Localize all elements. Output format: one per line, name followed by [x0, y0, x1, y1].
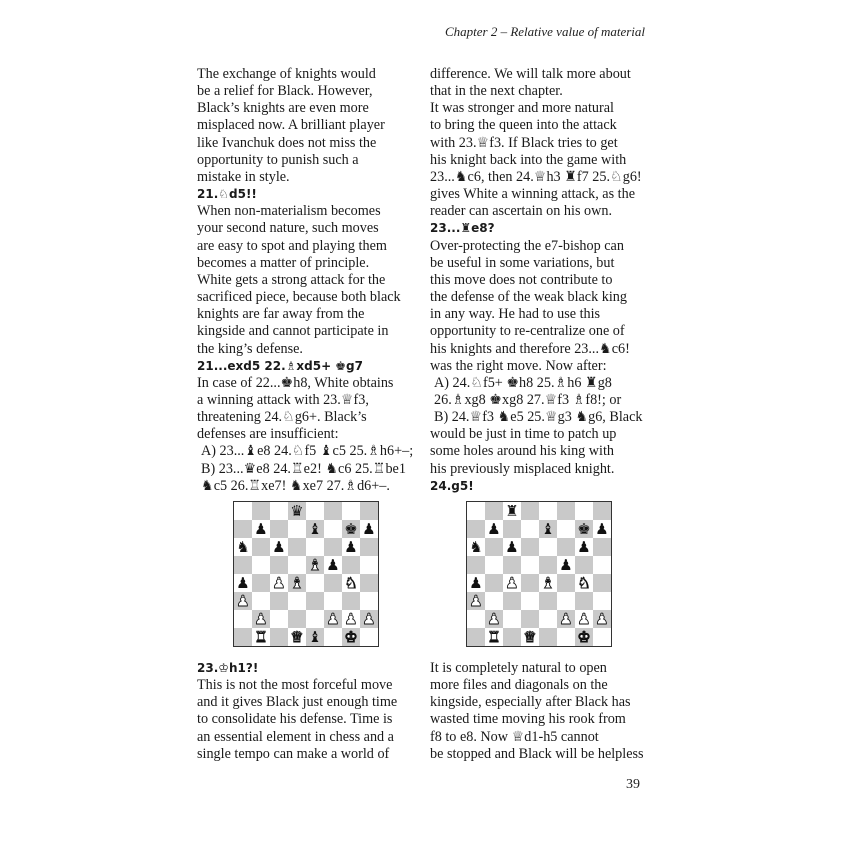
board-square [521, 610, 539, 628]
text-line: this move does not contribute to [430, 271, 613, 288]
black-pawn-icon: ♟ [557, 556, 575, 574]
board-square [342, 592, 360, 610]
text-line: reader can ascertain on his own. [430, 203, 612, 220]
board-square [252, 592, 270, 610]
text-line: kingside, especially after Black has [430, 694, 631, 711]
board-square [539, 628, 557, 646]
chess-diagram-right [466, 501, 612, 647]
right-column-continuation [430, 660, 645, 763]
board-square [521, 538, 539, 556]
black-pawn-icon: ♟ [593, 520, 611, 538]
black-pawn-icon: ♟ [360, 520, 378, 538]
board-square [539, 556, 557, 574]
board-square [593, 574, 611, 592]
board-square [557, 592, 575, 610]
variation-line: 26.♗xg8 ♚xg8 27.♕f3 ♗f8!; or [434, 391, 622, 408]
board-square [324, 520, 342, 538]
board-square [593, 628, 611, 646]
white-pawn-icon: ♟ [324, 610, 342, 628]
text-line: was the right move. Now after: [430, 357, 607, 374]
chess-diagram-left [233, 501, 379, 647]
board-square [360, 538, 378, 556]
white-pawn-icon: ♟ [252, 610, 270, 628]
white-pawn-icon: ♟ [575, 610, 593, 628]
board-square [593, 502, 611, 520]
board-square [503, 556, 521, 574]
text-line: misplaced now. A brilliant player [197, 117, 385, 134]
board-square [342, 556, 360, 574]
left-column-continuation [197, 660, 412, 763]
board-square [539, 610, 557, 628]
text-line: his knights and therefore 23...♞c6! [430, 340, 630, 357]
black-knight-icon: ♞ [234, 538, 252, 556]
board-square [467, 520, 485, 538]
board-square [521, 520, 539, 538]
white-pawn-icon: ♟ [270, 574, 288, 592]
board-square [557, 502, 575, 520]
black-rook-icon: ♜ [503, 502, 521, 520]
black-king-icon: ♚ [575, 520, 593, 538]
board-square [485, 538, 503, 556]
board-square [306, 610, 324, 628]
variation-line: A) 24.♘f5+ ♚h8 25.♗h6 ♜g8 [434, 374, 612, 391]
board-square [539, 592, 557, 610]
move-notation: 21.♘d5!! [197, 187, 257, 202]
board-square [521, 592, 539, 610]
text-line: defenses are insufficient: [197, 426, 339, 443]
text-line: and it gives Black just enough time [197, 694, 398, 711]
black-king-icon: ♚ [342, 520, 360, 538]
left-column-text [197, 66, 412, 495]
variation-line: B) 23...♛e8 24.♖e2! ♞c6 25.♖be1 [201, 460, 406, 477]
board-square [503, 520, 521, 538]
text-line: Black’s knights are even more [197, 100, 369, 117]
text-line: In case of 22...♚h8, White obtains [197, 374, 394, 391]
board-square [557, 520, 575, 538]
black-bishop-icon: ♝ [539, 520, 557, 538]
text-line: a winning attack with 23.♕f3, [197, 391, 369, 408]
text-line: be useful in some variations, but [430, 254, 615, 271]
board-square [252, 502, 270, 520]
text-line: Over-protecting the e7-bishop can [430, 237, 624, 254]
board-square [306, 574, 324, 592]
board-square [360, 556, 378, 574]
board-square [485, 592, 503, 610]
board-square [557, 574, 575, 592]
board-square [324, 628, 342, 646]
board-square [252, 538, 270, 556]
text-line: threatening 24.♘g6+. Black’s [197, 409, 367, 426]
black-pawn-icon: ♟ [467, 574, 485, 592]
black-bishop-icon: ♝ [306, 628, 324, 646]
black-pawn-icon: ♟ [270, 538, 288, 556]
black-pawn-icon: ♟ [485, 520, 503, 538]
white-pawn-icon: ♟ [342, 610, 360, 628]
text-line: opportunity to punish such a [197, 151, 359, 168]
board-square [575, 556, 593, 574]
board-square [306, 502, 324, 520]
text-line: be stopped and Black will be helpless [430, 745, 644, 762]
running-header: Chapter 2 – Relative value of material [444, 24, 645, 39]
board-square [288, 556, 306, 574]
board-square [234, 610, 252, 628]
text-line: f8 to e8. Now ♕d1-h5 cannot [430, 728, 599, 745]
board-square [521, 556, 539, 574]
board-square [324, 502, 342, 520]
board-square [306, 538, 324, 556]
page-number: 39 [626, 777, 640, 792]
board-square [252, 574, 270, 592]
white-knight-icon: ♞ [575, 574, 593, 592]
board-square [575, 592, 593, 610]
board-square [593, 592, 611, 610]
board-square [557, 628, 575, 646]
board-square [539, 502, 557, 520]
white-queen-icon: ♛ [521, 628, 539, 646]
text-line: more files and diagonals on the [430, 677, 608, 694]
text-line: It was stronger and more natural [430, 100, 614, 117]
text-line: your second nature, such moves [197, 220, 379, 237]
move-notation: 24.g5! [430, 478, 474, 493]
board-square [360, 628, 378, 646]
white-bishop-icon: ♝ [539, 574, 557, 592]
text-line: with 23.♕f3. If Black tries to get [430, 134, 618, 151]
text-line: to consolidate his defense. Time is [197, 711, 393, 728]
white-bishop-icon: ♝ [306, 556, 324, 574]
text-line: difference. We will talk more about [430, 66, 631, 82]
white-knight-icon: ♞ [342, 574, 360, 592]
text-line: 23...♞c6, then 24.♕h3 ♜f7 25.♘g6! [430, 168, 642, 185]
black-pawn-icon: ♟ [342, 538, 360, 556]
text-line: gives White a winning attack, as the [430, 186, 636, 203]
text-line: It is completely natural to open [430, 660, 607, 676]
white-queen-icon: ♛ [288, 628, 306, 646]
white-bishop-icon: ♝ [288, 574, 306, 592]
board-square [593, 556, 611, 574]
board-square [503, 592, 521, 610]
black-pawn-icon: ♟ [234, 574, 252, 592]
board-square [360, 592, 378, 610]
text-line: knights are far away from the [197, 306, 365, 323]
text-line: the defense of the weak black king [430, 289, 627, 306]
white-rook-icon: ♜ [252, 628, 270, 646]
text-line: The exchange of knights would [197, 66, 376, 82]
board-square [467, 502, 485, 520]
white-pawn-icon: ♟ [503, 574, 521, 592]
white-pawn-icon: ♟ [557, 610, 575, 628]
board-square [360, 574, 378, 592]
board-square [467, 556, 485, 574]
text-line: becomes a matter of principle. [197, 254, 370, 271]
text-line: This is not the most forceful move [197, 677, 393, 694]
white-king-icon: ♚ [342, 628, 360, 646]
board-square [288, 610, 306, 628]
text-line: are easy to spot and playing them [197, 237, 387, 254]
text-line: When non-materialism becomes [197, 203, 381, 220]
board-square [324, 574, 342, 592]
board-square [575, 502, 593, 520]
board-square [324, 538, 342, 556]
white-rook-icon: ♜ [485, 628, 503, 646]
move-notation: 21...exd5 22.♗xd5+ ♚g7 [197, 358, 363, 373]
text-line: to bring the queen into the attack [430, 117, 617, 134]
white-pawn-icon: ♟ [360, 610, 378, 628]
text-line: single tempo can make a world of [197, 745, 390, 762]
board-square [270, 502, 288, 520]
board-square [288, 538, 306, 556]
white-pawn-icon: ♟ [467, 592, 485, 610]
move-notation: 23.♔h1?! [197, 661, 259, 675]
white-pawn-icon: ♟ [593, 610, 611, 628]
black-pawn-icon: ♟ [252, 520, 270, 538]
board-square [360, 502, 378, 520]
board-square [593, 538, 611, 556]
board-square [342, 502, 360, 520]
board-square [288, 592, 306, 610]
white-king-icon: ♚ [575, 628, 593, 646]
text-line: that in the next chapter. [430, 83, 563, 100]
black-knight-icon: ♞ [467, 538, 485, 556]
text-line: be a relief for Black. However, [197, 83, 373, 100]
board-square [252, 556, 270, 574]
board-square [270, 556, 288, 574]
black-pawn-icon: ♟ [324, 556, 342, 574]
text-line: mistake in style. [197, 168, 290, 185]
variation-line: B) 24.♕f3 ♞e5 25.♕g3 ♞g6, Black [434, 409, 643, 426]
board-square [234, 520, 252, 538]
text-line: some holes around his king with [430, 443, 615, 460]
black-bishop-icon: ♝ [306, 520, 324, 538]
board-square [270, 592, 288, 610]
text-line: like Ivanchuk does not miss the [197, 134, 377, 151]
right-column-text [430, 66, 645, 495]
variation-line: A) 23...♝e8 24.♘f5 ♝c5 25.♗h6+–; [201, 443, 414, 460]
board-square [521, 502, 539, 520]
board-square [234, 628, 252, 646]
text-line: White gets a strong attack for the [197, 271, 386, 288]
board-square [503, 610, 521, 628]
text-line: wasted time moving his rook from [430, 711, 626, 728]
white-pawn-icon: ♟ [485, 610, 503, 628]
text-line: opportunity to re-centralize one of [430, 323, 625, 340]
board-square [485, 556, 503, 574]
board-square [234, 556, 252, 574]
board-square [521, 574, 539, 592]
board-square [467, 610, 485, 628]
text-line: sacrificed piece, because both black [197, 289, 401, 306]
text-line: in any way. He had to use this [430, 306, 601, 323]
black-pawn-icon: ♟ [575, 538, 593, 556]
board-square [306, 592, 324, 610]
board-square [539, 538, 557, 556]
board-square [234, 502, 252, 520]
board-square [270, 610, 288, 628]
move-notation: 23...♜e8? [430, 221, 495, 236]
text-line: kingside and cannot participate in [197, 323, 389, 340]
black-pawn-icon: ♟ [503, 538, 521, 556]
board-square [324, 592, 342, 610]
text-line: an essential element in chess and a [197, 728, 394, 745]
board-square [485, 574, 503, 592]
board-square [288, 520, 306, 538]
white-pawn-icon: ♟ [234, 592, 252, 610]
board-square [503, 628, 521, 646]
board-square [270, 628, 288, 646]
board-square [485, 502, 503, 520]
board-square [467, 628, 485, 646]
board-square [557, 538, 575, 556]
text-line: would be just in time to patch up [430, 426, 617, 443]
black-queen-icon: ♛ [288, 502, 306, 520]
text-line: the king’s defense. [197, 340, 303, 357]
text-line: his knight back into the game with [430, 151, 627, 168]
board-square [270, 520, 288, 538]
text-line: his previously misplaced knight. [430, 460, 615, 477]
variation-line: ♞c5 26.♖xe7! ♞xe7 27.♗d6+–. [201, 477, 390, 494]
